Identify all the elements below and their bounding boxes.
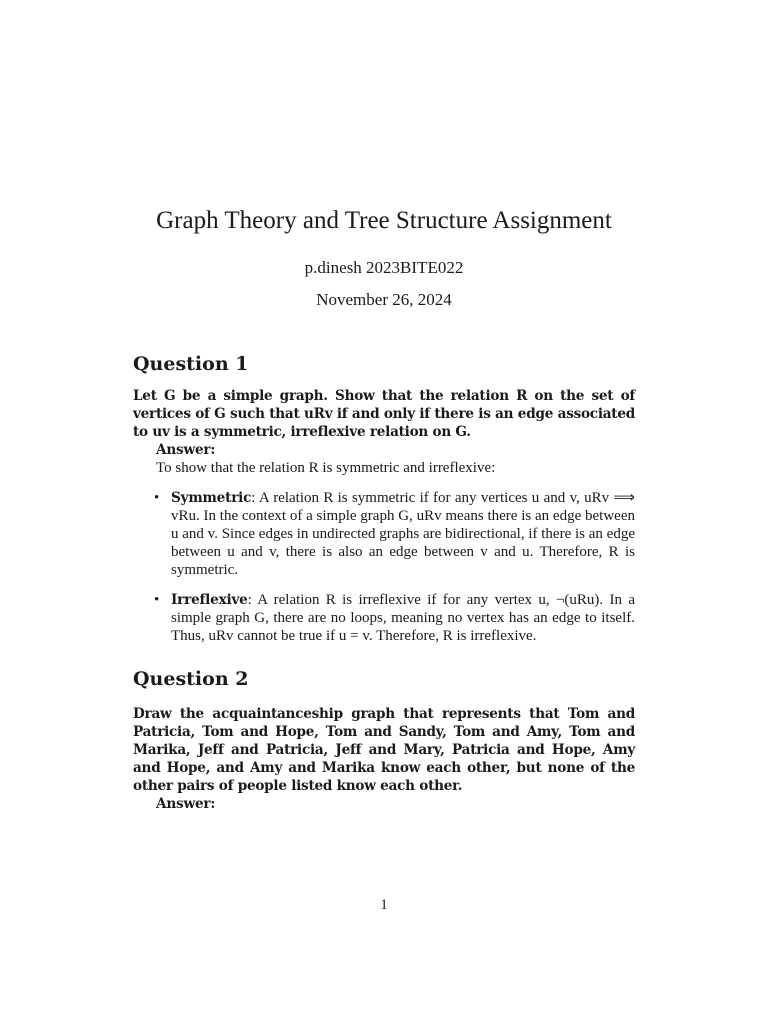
question-2-section	[133, 705, 635, 813]
question-2-prompt: Draw the acquaintanceship graph that represents that Tom and Patricia, Tom and Hope, Tom and Sandy, Tom and Amy, Tom and Marika, Jeff and Patricia, Jeff and Mary, Patricia and Hope, Amy and Hope, and Amy and Marika know each other, but none of the other pairs of people listed know each other.	[133, 706, 635, 794]
question-1-intro: To show that the relation R is symmetric and irreflexive:	[156, 460, 496, 476]
bullet-dot: •	[154, 592, 160, 608]
page-number: 1	[380, 897, 388, 913]
question-2-heading: Question 2	[133, 668, 249, 690]
question-1-answer-label: Answer:	[156, 442, 216, 458]
bullet-term: Irreflexive	[171, 592, 248, 608]
bullet-term: Symmetric	[171, 490, 252, 506]
question-1-section	[133, 387, 635, 477]
document-date: November 26, 2024	[316, 290, 452, 309]
bullet-irreflexive	[154, 591, 635, 645]
document-author: p.dinesh 2023BITE022	[304, 258, 464, 277]
question-1-bullet-list	[154, 489, 635, 645]
bullet-text: : A relation R is irreflexive if for any vertex u, ¬(uRu). In a simple graph G, there are no loops, meaning no vertex has an edge to itself. Thus, uRv cannot be true if u = v. Therefore, R is irreflexive.	[171, 592, 635, 644]
question-1-prompt: Let G be a simple graph. Show that the relation R on the set of vertices of G such that uRv if and only if there is an edge associated to uv is a symmetric, irreflexive relation on G.	[133, 388, 635, 440]
bullet-symmetric	[154, 489, 635, 579]
question-2-answer-label: Answer:	[156, 796, 216, 812]
bullet-dot: •	[154, 490, 160, 506]
bullet-text: : A relation R is symmetric if for any vertices u and v, uRv ⟹ vRu. In the context of a simple graph G, uRv means there is an edge between u and v. Since edges in undirected graphs are bidirectional, if there is an edge between u and v, there is also an edge between v and u. Therefore, R is symmetric.	[171, 490, 635, 578]
question-1-heading: Question 1	[133, 353, 249, 375]
document-title: Graph Theory and Tree Structure Assignment	[156, 207, 612, 234]
